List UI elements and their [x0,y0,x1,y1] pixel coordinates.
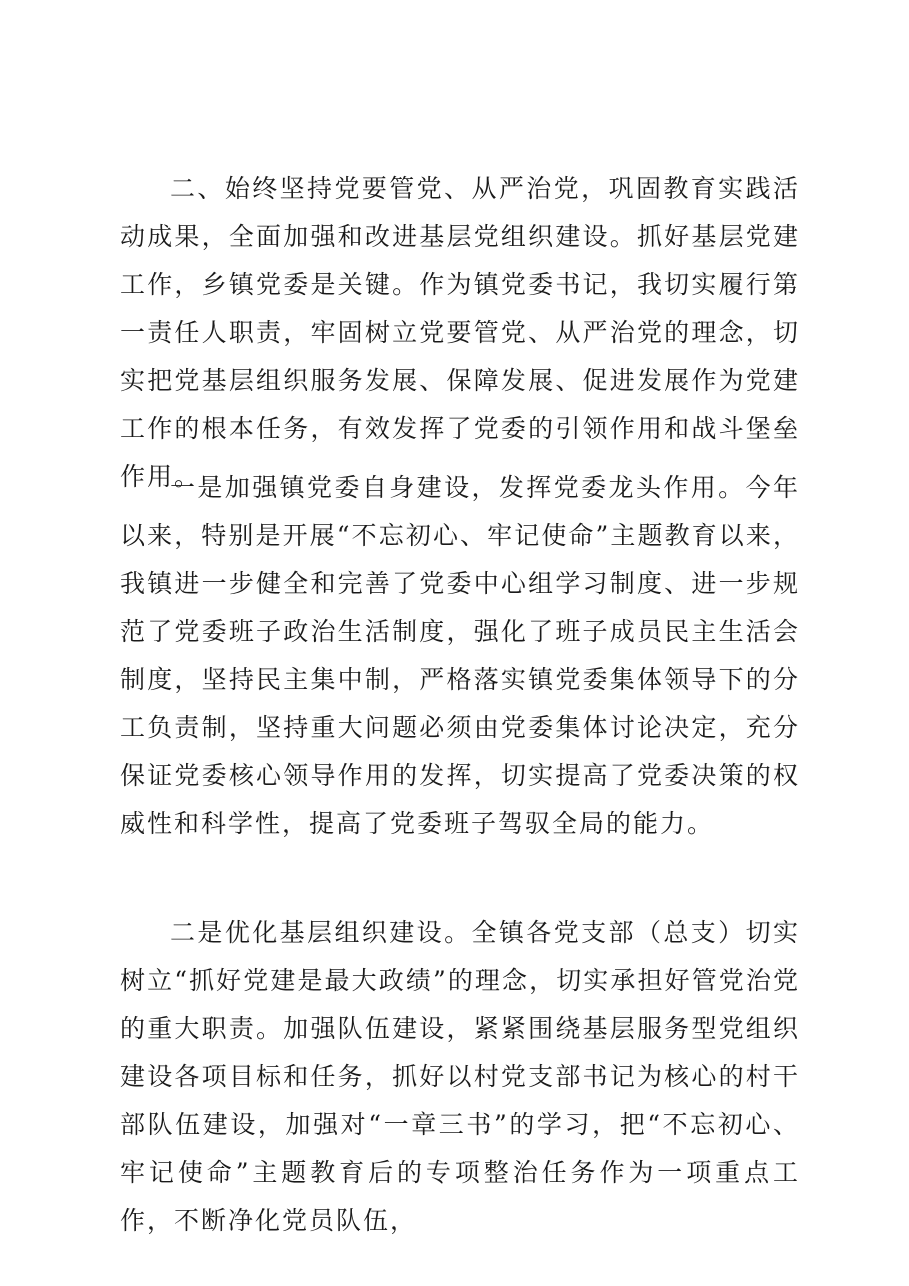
paragraph-section-two: 二、始终坚持党要管党、从严治党，巩固教育实践活动成果，全面加强和改进基层党组织建设。抓好基层党建工作，乡镇党委是关键。作为镇党委书记，我切实履行第一责任人职责，牢固树立党要管党、从严治党的理念，切实把党基层组织服务发展、保障发展、促进发展作为党建工作的根本任务，有效发挥了党委的引领作用和战斗堡垒作用。 [120,174,800,491]
paragraph-point-two: 二是优化基层组织建设。全镇各党支部（总支）切实树立“抓好党建是最大政绩”的理念，切实承担好管党治党的重大职责。加强队伍建设，紧紧围绕基层服务型党组织建设各项目标和任务，抓好以村党支部书记为核心的村干部队伍建设，加强对“一章三书”的学习，把“不忘初心、牢记使命”主题教育后的专项整治任务作为一项重点工作，不断净化党员队伍， [120,918,800,1235]
paragraph-point-one: 一是加强镇党委自身建设，发挥党委龙头作用。今年以来，特别是开展“不忘初心、牢记使命”主题教育以来，我镇进一步健全和完善了党委中心组学习制度、进一步规范了党委班子政治生活制度，强化了班子成员民主生活会制度，坚持民主集中制，严格落实镇党委集体领导下的分工负责制，坚持重大问题必须由党委集体讨论决定，充分保证党委核心领导作用的发挥，切实提高了党委决策的权威性和科学性，提高了党委班子驾驭全局的能力。 [120,473,800,838]
